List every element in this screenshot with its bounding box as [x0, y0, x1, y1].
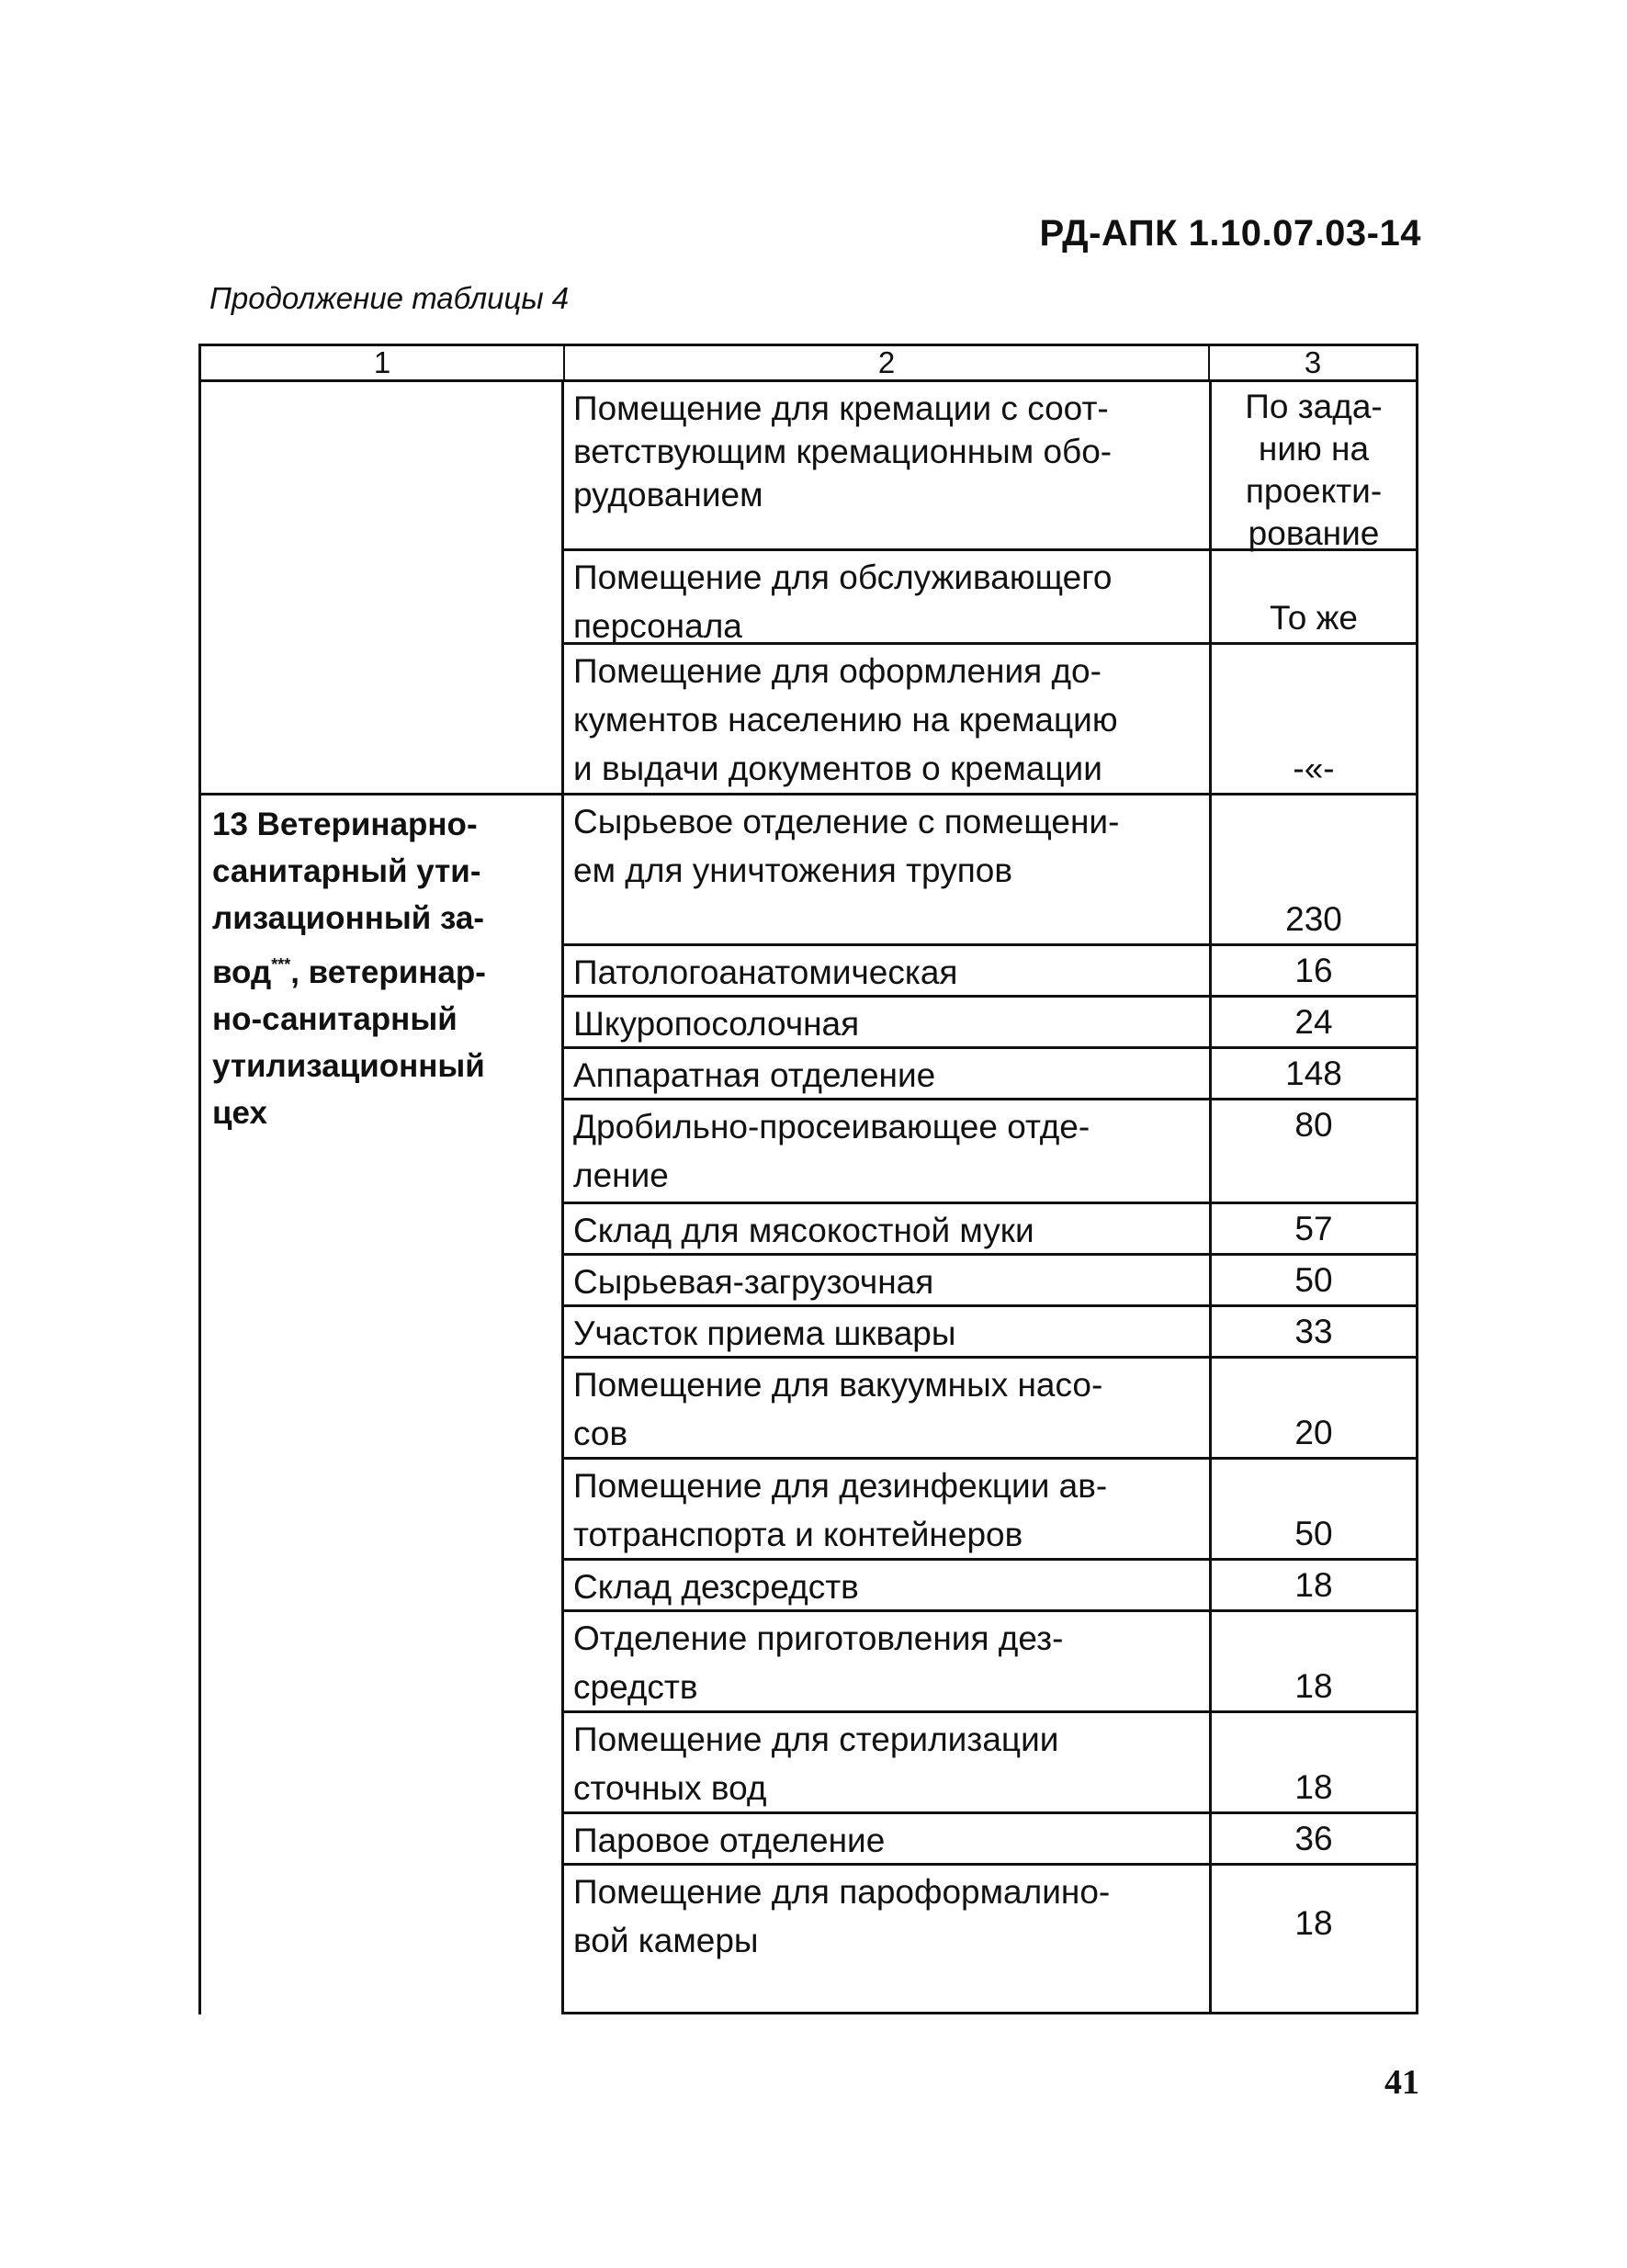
table-row	[564, 1256, 1418, 1307]
area-value: 18	[1294, 1903, 1333, 1942]
column-header-2: 2	[565, 346, 1210, 379]
room-name: Склад дезсредств	[564, 1561, 1212, 1609]
room-name: Отделение приготовления дез- средств	[564, 1612, 1212, 1710]
table-row	[564, 1561, 1418, 1612]
table-row	[564, 1359, 1418, 1460]
area-value: То же	[1270, 599, 1358, 637]
room-name: Помещение для стерилизации сточных вод	[564, 1713, 1212, 1811]
column-header-3: 3	[1304, 345, 1322, 379]
table-row	[564, 1814, 1418, 1866]
area-value: 36	[1294, 1820, 1333, 1857]
room-name: Аппаратная отделение	[564, 1049, 1212, 1098]
room-name: Помещение для обслуживающего персонала	[564, 551, 1212, 642]
group-label: 13 Ветеринарно- санитарный ути- лизационный за- вод***, ветеринар- но-санитарный утилизационный цех	[201, 795, 564, 2014]
area-value: 24	[1294, 1003, 1333, 1041]
area-value: 18	[1294, 1566, 1333, 1604]
column-header-1: 1	[201, 346, 565, 379]
area-value: 57	[1294, 1210, 1333, 1247]
room-name: Паровое отделение	[564, 1814, 1212, 1863]
group-label-empty	[201, 382, 564, 795]
room-name: Помещение для кремации с соот- ветствующим кремационным обо- рудованием	[564, 382, 1212, 548]
table-row	[564, 1713, 1418, 1814]
room-name: Помещение для дезинфекции ав- тотранспорта и контейнеров	[564, 1460, 1212, 1558]
area-value: По зада- нию на проекти- рование	[1245, 388, 1383, 552]
table-group-veterinary-plant	[198, 795, 1418, 2014]
area-value: 20	[1294, 1414, 1333, 1451]
table-header-row	[198, 344, 1418, 382]
area-value: 18	[1294, 1667, 1333, 1705]
area-value: -«-	[1293, 750, 1335, 787]
room-name: Склад для мясокостной муки	[564, 1204, 1212, 1253]
table-row	[564, 1100, 1418, 1204]
table-caption: Продолжение таблицы 4	[209, 281, 570, 315]
area-value: 18	[1294, 1768, 1333, 1806]
room-name: Помещение для пароформалино- вой камеры	[564, 1866, 1212, 2012]
area-value: 148	[1285, 1055, 1342, 1092]
page-number: 41	[1384, 2063, 1419, 2102]
room-name: Шкуропосолочная	[564, 998, 1212, 1046]
table-group-cremation	[198, 382, 1418, 795]
room-name: Участок приема шквары	[564, 1307, 1212, 1356]
area-value: 16	[1294, 952, 1333, 989]
area-value: 50	[1294, 1261, 1333, 1299]
room-name: Сырьевое отделение с помещени- ем для уничтожения трупов	[564, 795, 1212, 943]
table-row	[564, 645, 1418, 795]
area-value: 230	[1285, 900, 1342, 938]
room-name: Дробильно-просеивающее отде- ление	[564, 1100, 1212, 1202]
room-name: Патологоанатомическая	[564, 946, 1212, 995]
table-row	[564, 1460, 1418, 1561]
footnote-marker: ***	[271, 955, 291, 974]
table-row	[564, 1204, 1418, 1256]
area-value: 33	[1294, 1313, 1333, 1350]
table-row	[564, 998, 1418, 1049]
table-row	[564, 1612, 1418, 1713]
area-value: 50	[1294, 1515, 1333, 1552]
table-row	[564, 551, 1418, 645]
table-row	[564, 946, 1418, 998]
table-row	[564, 1307, 1418, 1359]
table-row	[564, 795, 1418, 946]
room-name: Помещение для вакуумных насо- сов	[564, 1359, 1212, 1457]
area-value: 80	[1294, 1106, 1333, 1144]
table-row	[564, 1049, 1418, 1100]
room-name: Помещение для оформления до- кументов населению на кремацию и выдачи документов о кремации	[564, 645, 1212, 793]
table-row	[564, 382, 1418, 551]
table-row	[564, 1866, 1418, 2014]
table	[198, 344, 1418, 2014]
document-code: РД-АПК 1.10.07.03-14	[1039, 213, 1421, 254]
room-name: Сырьевая-загрузочная	[564, 1256, 1212, 1304]
